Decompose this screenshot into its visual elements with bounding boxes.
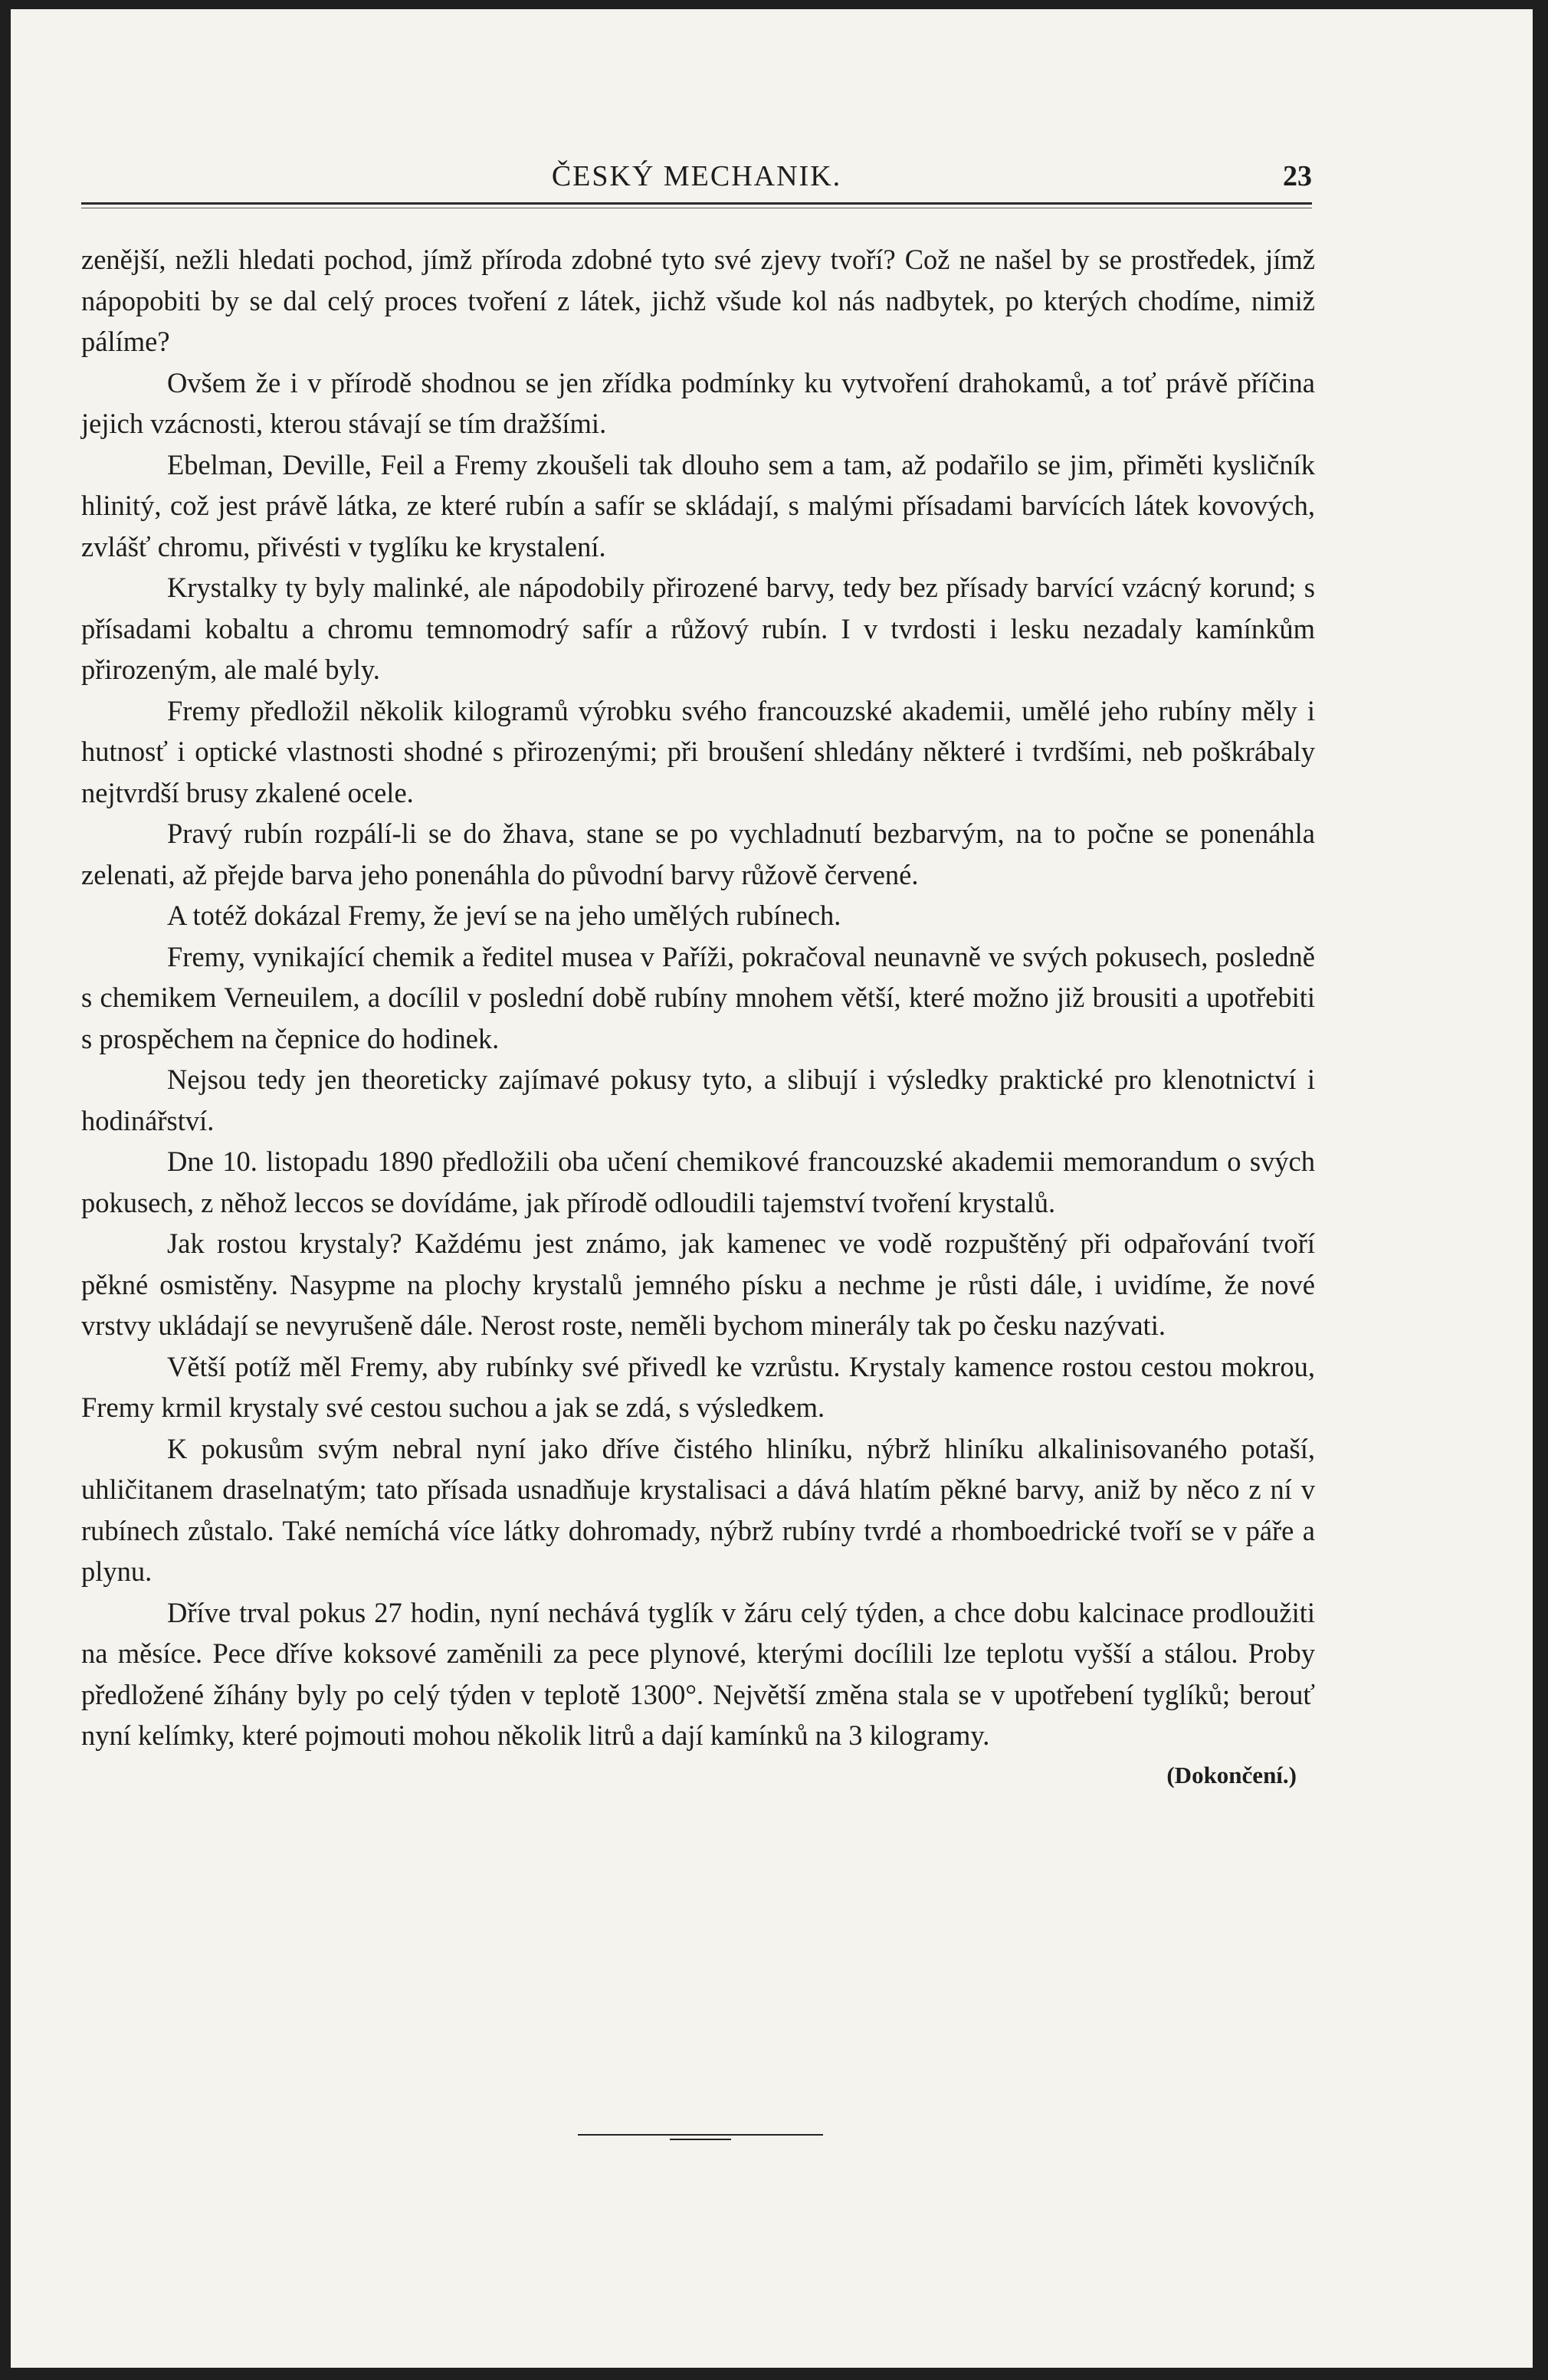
paragraph: Fremy předložil několik kilogramů výrobku svého francouzské akademii, umělé jeho rubíny měly i hutnosť i optické vlastnosti shodné s přirozenými; při broušení shledány některé i tvrdšími, neb poškrábaly nejtvrdší brusy zkalené ocele.	[81, 694, 1315, 808]
paragraph: K pokusům svým nebral nyní jako dříve čistého hliníku, nýbrž hliníku alkalinisovaného potaší, uhličitanem draselnatým; tato přísada usnadňuje krystalisaci a dává hlatím pěkné barvy, aniž by něco z ní v rubínech zůstalo. Také nemíchá více látky dohromady, nýbrž rubíny tvrdé a rhomboedrické tvoří se v páře a plynu.	[81, 1432, 1315, 1587]
paragraph: zenější, nežli hledati pochod, jímž příroda zdobné tyto své zjevy tvoří? Což ne našel by se prostředek, jímž nápopobiti by se dal celý proces tvoření z látek, jichž všude kol nás nadbytek, po kterých chodíme, nimiž pálíme?	[81, 244, 1315, 357]
continuation-note: (Dokončení.)	[1166, 1761, 1297, 1788]
paragraph: Ovšem že i v přírodě shodnou se jen zřídka podmínky ku vytvoření drahokamů, a toť právě příčina jejich vzácnosti, kterou stávají se tím dražšími.	[81, 366, 1315, 439]
header-rule	[81, 202, 1312, 205]
paragraph: Dne 10. listopadu 1890 předložili oba učení chemikové francouzské akademii memorandum o svých pokusech, z něhož leccos se dovídáme, jak přírodě odloudili tajemství tvoření krystalů.	[81, 1146, 1315, 1218]
paragraph: Ebelman, Deville, Feil a Fremy zkoušeli tak dlouho sem a tam, až podařilo se jim, přiměti kysličník hlinitý, což jest právě látka, ze které rubín a safír se skládají, s malými přísadami barvících látek kovových, zvlášť chromu, přivésti v tyglíku ke krystalení.	[81, 448, 1315, 562]
journal-title: ČESKÝ MECHANIK.	[551, 160, 842, 192]
page-number: 23	[1283, 160, 1312, 192]
paragraph: Pravý rubín rozpálí-li se do žhava, stane se po vychladnutí bezbarvým, na to počne se ponenáhla zelenati, až přejde barva jeho ponenáhla do původní barvy růžově červené.	[81, 818, 1315, 890]
paragraph: Větší potíž měl Fremy, aby rubínky své přivedl ke vzrůstu. Krystaly kamence rostou cestou mokrou, Fremy krmil krystaly své cestou suchou a jak se zdá, s výsledkem.	[81, 1350, 1315, 1423]
paragraph: A totéž dokázal Fremy, že jeví se na jeho umělých rubínech.	[167, 900, 841, 931]
paragraph: Krystalky ty byly malinké, ale nápodobily přirozené barvy, tedy bez přísady barvící vzácný korund; s přísadami kobaltu a chromu temnomodrý safír a růžový rubín. I v tvrdosti i lesku nezadaly kamínkům přirozeným, ale malé byly.	[81, 572, 1315, 685]
paragraph: Dříve trval pokus 27 hodin, nyní nechává tyglík v žáru celý týden, a chce dobu kalcinace prodloužiti na měsíce. Pece dříve koksové zaměnili za pece plynové, kterými docílili lze teplotu vyšší a stálou. Proby předložené žíhány byly po celý týden v teplotě 1300°. Největší změna stala se v upotřebení tyglíků; berouť nyní kelímky, které pojmouti mohou několik litrů a dají kamínků na 3 kilogramy.	[81, 1596, 1315, 1751]
article-body	[81, 239, 1315, 1795]
paragraph: Jak rostou krystaly? Každému jest známo, jak kamenec ve vodě rozpuštěný při odpařování tvoří pěkné osmistěny. Nasypme na plochy krystalů jemného písku a nechme je růsti dále, i uvidíme, že nové vrstvy ukládají se nevyrušeně dále. Nerost roste, neměli bychom minerály tak po česku nazývati.	[81, 1228, 1315, 1341]
paragraph: Nejsou tedy jen theoreticky zajímavé pokusy tyto, a slibují i výsledky praktické pro klenotnictví i hodinářství.	[81, 1064, 1315, 1136]
end-divider	[578, 2134, 823, 2136]
running-header	[81, 159, 1312, 201]
end-divider-accent	[670, 2139, 731, 2140]
paragraph: Fremy, vynikající chemik a ředitel musea v Paříži, pokračoval neunavně ve svých pokusech, posledně s chemikem Verneuilem, a docílil v poslední době rubíny mnohem větší, které možno již brousiti a upotřebiti s prospěchem na čepnice do hodinek.	[81, 940, 1315, 1054]
page	[11, 9, 1533, 2368]
